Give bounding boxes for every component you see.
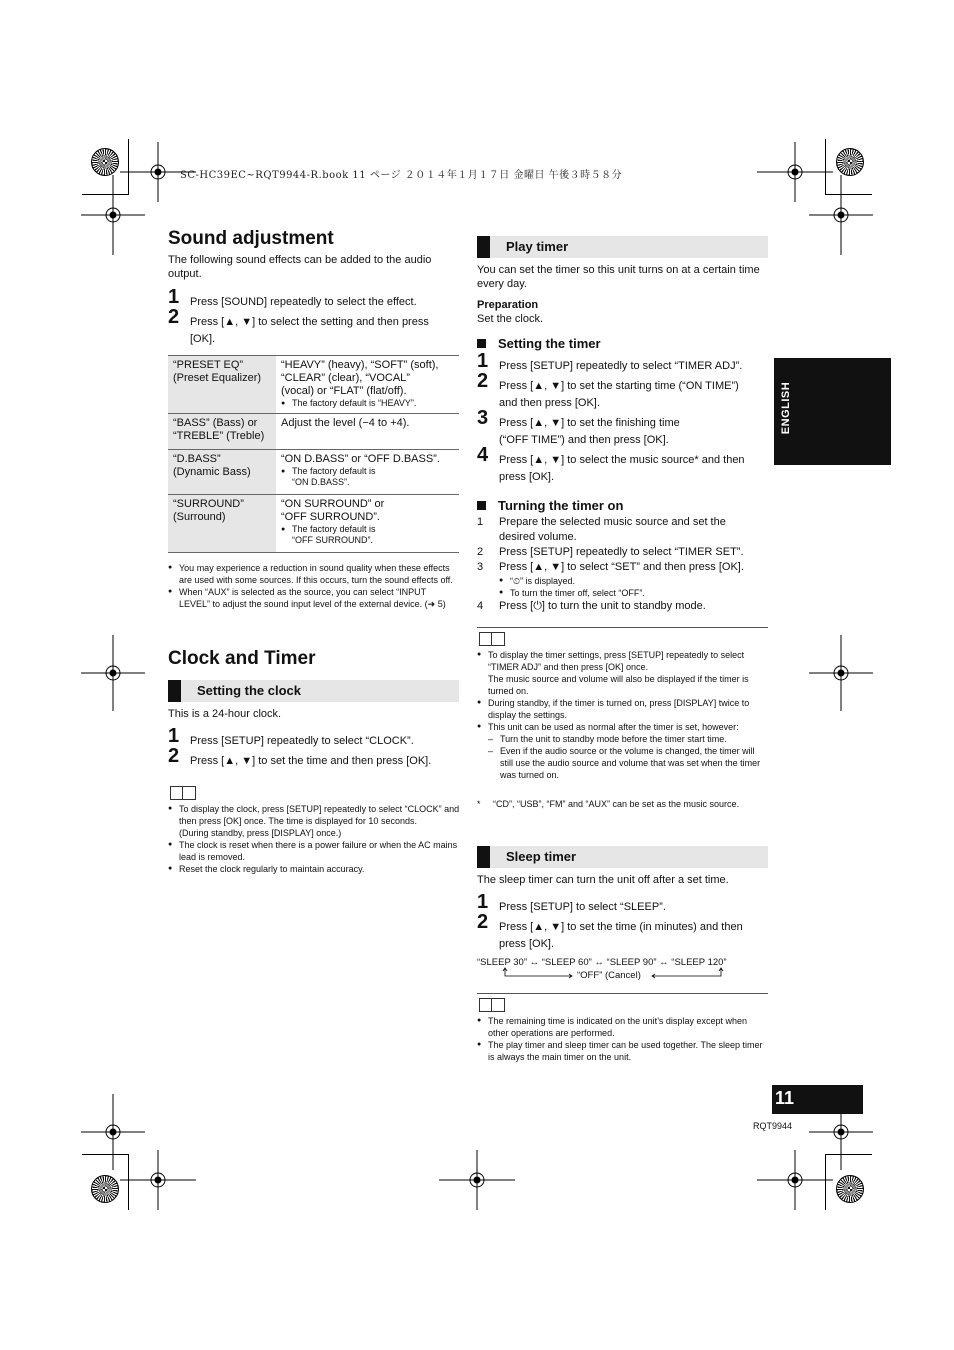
timer-on-list: 1 Prepare the selected music source and set the desired volume. 2 Press [SETUP] repeatedly to select “TIMER SET”. 3 Press [▲, ▼] to select “SET” and then press [OK]. ● “⏲” is displayed. ● To turn the timer off, select “OFF”. 4 Press [⏻] to turn the unit to standby mode. <box>477 515 769 614</box>
play-timer-intro: You can set the timer so this unit turns on at a certain time every day. <box>477 264 760 290</box>
sleep-step-1: 1 Press [SETUP] to select “SLEEP”. <box>477 891 666 913</box>
sound-intro: The following sound effects can be added to the audio output. <box>168 254 432 280</box>
sleep-notes: ● The remaining time is indicated on the unit’s display except when other operations are performed. ● The play timer and sleep timer can be used together. The sleep timer is always the main timer on the unit. <box>477 1015 767 1063</box>
sound-notes: ● You may experience a reduction in sound quality when these effects are used with some sources. If this occurs, turn the sound effects off. ● When “AUX” is selected as the source, you can select “INPUT LEVEL” to adjust the sound input level of the external device. (➜ 5) <box>168 562 458 610</box>
sleep-intro: The sleep timer can turn the unit off after a set time. <box>477 874 729 886</box>
clock-timer-title: Clock and Timer <box>168 648 316 669</box>
doc-code: RQT9944 <box>753 1121 793 1131</box>
setting-timer-subtitle: Setting the timer <box>477 336 601 351</box>
table-row: “BASS” (Bass) or “TREBLE” (Treble) Adjust the level (−4 to +4). <box>168 414 459 450</box>
page-number: 11 <box>775 1088 795 1108</box>
note-icon <box>479 998 505 1012</box>
note-icon <box>479 632 505 646</box>
music-source-footnote: * “CD”, “USB”, “FM” and “AUX” can be set as the music source. <box>477 799 740 809</box>
timer-step-2: 2 Press [▲, ▼] to set the starting time (“ON TIME”) and then press [OK]. <box>477 370 739 409</box>
note-icon <box>170 786 196 800</box>
play-timer-header: Play timer <box>477 236 768 258</box>
divider <box>477 627 768 628</box>
clock-step-2: 2 Press [▲, ▼] to set the time and then press [OK]. <box>168 745 432 767</box>
sleep-step-2: 2 Press [▲, ▼] to set the time (in minutes) and then press [OK]. <box>477 911 743 950</box>
divider <box>477 993 768 994</box>
table-row: “SURROUND” (Surround) “ON SURROUND” or “OFF SURROUND”. ● The factory default is “OFF SURROUND”. <box>168 495 459 553</box>
file-header: SC-HC39EC~RQT9944-R.book 11 ページ ２０１４年１月１７日 金曜日 午後３時５８分 <box>180 170 623 181</box>
sound-step-2: 2 Press [▲, ▼] to select the setting and then press [OK]. <box>168 306 429 345</box>
language-label: ENGLISH <box>780 381 792 435</box>
timer-step-1: 1 Press [SETUP] repeatedly to select “TIMER ADJ”. <box>477 350 743 372</box>
table-row: “D.BASS” (Dynamic Bass) “ON D.BASS” or “OFF D.BASS”. ● The factory default is “ON D.BASS”. <box>168 450 459 495</box>
turning-timer-on-subtitle: Turning the timer on <box>477 498 623 513</box>
clock-intro: This is a 24-hour clock. <box>168 708 282 720</box>
page-number-box <box>772 1085 863 1114</box>
timer-notes: ● To display the timer settings, press [SETUP] repeatedly to select “TIMER ADJ” and then press [OK] once. The music source and volume will also be displayed if the timer is turned on. ● During standby, if the timer is turned on, press [DISPLAY] twice to display the settings. ● This unit can be used as normal after the timer is set, however: – Turn the unit to standby mode before the timer start time. – Even if the audio source or the volume is changed, the timer will still use the audio source and volume that was set when the timer was turned on. <box>477 649 767 781</box>
sound-effects-table <box>168 355 459 553</box>
language-side-tab <box>774 358 891 465</box>
sleep-cycle-diagram: “SLEEP 30” ↔ “SLEEP 60” ↔ “SLEEP 90” ↔ “SLEEP 120” “OFF” (Cancel) <box>477 957 769 987</box>
timer-step-3: 3 Press [▲, ▼] to set the finishing time (“OFF TIME”) and then press [OK]. <box>477 407 680 446</box>
sleep-timer-header: Sleep timer <box>477 846 768 868</box>
timer-step-4: 4 Press [▲, ▼] to select the music source* and then press [OK]. <box>477 444 745 483</box>
clock-step-1: 1 Press [SETUP] repeatedly to select “CLOCK”. <box>168 725 414 747</box>
sound-step-1: 1 Press [SOUND] repeatedly to select the effect. <box>168 286 417 308</box>
preparation-text: Set the clock. <box>477 313 544 325</box>
preparation-label: Preparation <box>477 299 539 311</box>
sound-adjustment-title: Sound adjustment <box>168 228 334 249</box>
table-row: “PRESET EQ” (Preset Equalizer) “HEAVY” (heavy), “SOFT” (soft), “CLEAR” (clear), “VOCAL” (vocal) or “FLAT” (flat/off). ● The factory default is “HEAVY”. <box>168 356 459 414</box>
setting-clock-header: Setting the clock <box>168 680 459 702</box>
clock-notes: ● To display the clock, press [SETUP] repeatedly to select “CLOCK” and then press [OK] once. The time is displayed for 10 seconds. (During standby, press [DISPLAY] once.) ● The clock is reset when there is a power failure or when the AC mains lead is removed. ● Reset the clock regularly to maintain accuracy. <box>168 803 460 875</box>
